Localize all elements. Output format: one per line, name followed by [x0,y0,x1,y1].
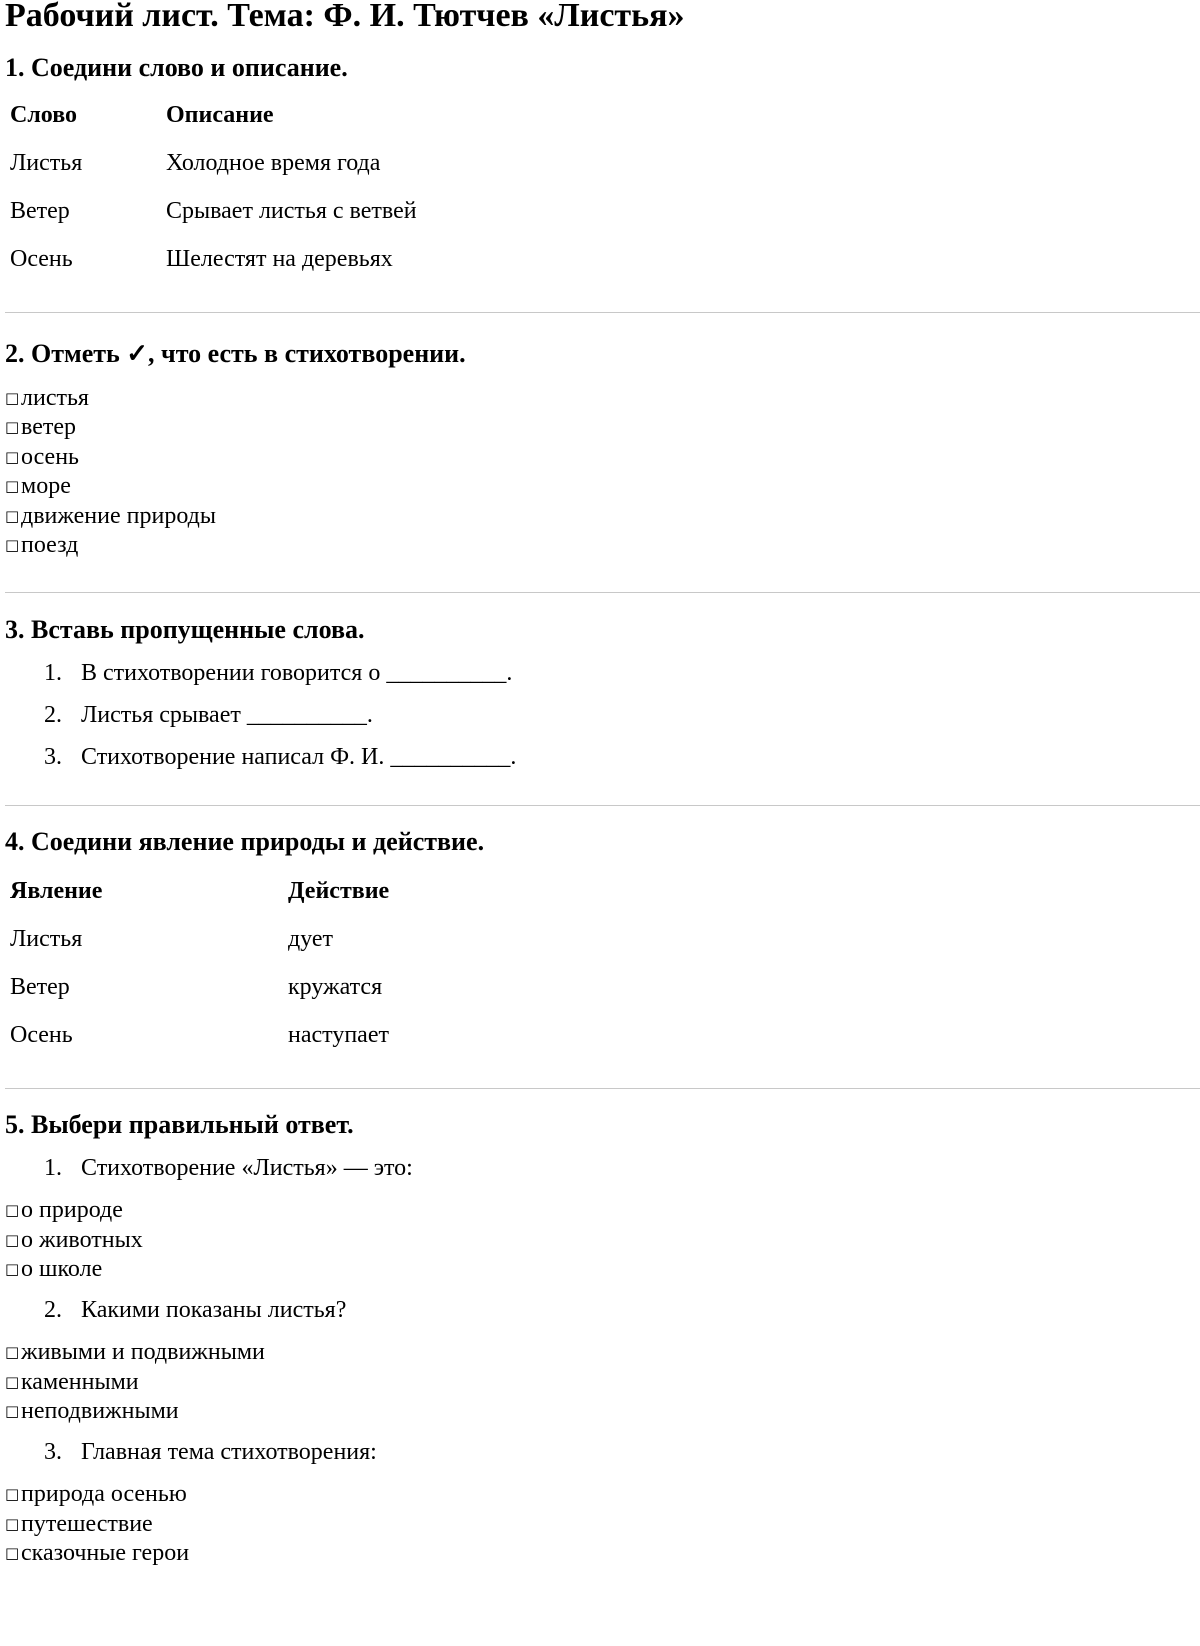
checklist-item-label: осень [21,444,79,470]
list-number: 2. [44,702,62,728]
section-1-title: 1. Соедини слово и описание. [5,53,348,82]
checklist-item[interactable] [5,442,79,472]
table-cell-description: Холодное время года [166,150,381,176]
answer-option-label: о природе [21,1197,123,1223]
table-header-description: Описание [166,102,274,128]
table-cell-description: Шелестят на деревьях [166,246,393,272]
section-divider [5,592,1200,593]
section-divider [5,312,1200,313]
checklist-item[interactable] [5,530,78,560]
list-number: 1. [44,660,62,686]
checklist-item[interactable] [5,412,76,442]
checklist-item-label: движение природы [21,503,216,529]
checkbox-icon[interactable]: □ [5,536,20,554]
table-cell-action: наступает [288,1022,389,1048]
checkbox-icon[interactable]: □ [5,389,20,407]
checklist-item[interactable] [5,383,89,413]
section-divider [5,1088,1200,1089]
answer-option-label: каменными [21,1369,139,1395]
section-5-title: 5. Выбери правильный ответ. [5,1110,354,1139]
answer-option[interactable] [5,1225,143,1255]
table-header-phenomenon: Явление [10,878,103,904]
answer-option[interactable] [5,1195,123,1225]
question-number: 2. [44,1297,62,1323]
checklist-item[interactable] [5,471,71,501]
checkbox-icon[interactable]: □ [5,1260,20,1278]
checkbox-icon[interactable]: □ [5,1402,20,1420]
fill-in-sentence: В стихотворении говорится о __________. [81,660,513,686]
section-2-title: 2. Отметь ✓, что есть в стихотворении. [5,339,466,368]
answer-option-label: природа осенью [21,1481,187,1507]
table-cell-phenomenon: Листья [10,926,83,952]
answer-option-label: о животных [21,1227,143,1253]
table-cell-description: Срывает листья с ветвей [166,198,417,224]
answer-option[interactable] [5,1509,153,1539]
checkbox-icon[interactable]: □ [5,448,20,466]
question-text: Стихотворение «Листья» — это: [81,1155,413,1181]
table-cell-action: кружатся [288,974,383,1000]
checkbox-icon[interactable]: □ [5,1544,20,1562]
question-number: 1. [44,1155,62,1181]
checklist-item-label: листья [21,385,89,411]
question-text: Главная тема стихотворения: [81,1439,377,1465]
checkbox-icon[interactable]: □ [5,507,20,525]
checkbox-icon[interactable]: □ [5,477,20,495]
answer-option[interactable] [5,1396,179,1426]
answer-option[interactable] [5,1254,102,1284]
answer-option-label: сказочные герои [21,1540,190,1566]
checkbox-icon[interactable]: □ [5,1231,20,1249]
checklist-item-label: ветер [21,414,76,440]
answer-option-label: неподвижными [21,1398,179,1424]
table-header-action: Действие [288,878,390,904]
question-text: Какими показаны листья? [81,1297,347,1323]
question-number: 3. [44,1439,62,1465]
answer-option[interactable] [5,1367,139,1397]
answer-option-label: о школе [21,1256,103,1282]
checkbox-icon[interactable]: □ [5,1485,20,1503]
page-title: Рабочий лист. Тема: Ф. И. Тютчев «Листья» [5,0,685,34]
checkbox-icon[interactable]: □ [5,1373,20,1391]
table-cell-word: Осень [10,246,73,272]
table-header-word: Слово [10,102,77,128]
checklist-item-label: море [21,473,71,499]
checkbox-icon[interactable]: □ [5,1201,20,1219]
list-number: 3. [44,744,62,770]
section-divider [5,805,1200,806]
table-cell-word: Ветер [10,198,70,224]
answer-option[interactable] [5,1479,187,1509]
table-cell-word: Листья [10,150,83,176]
fill-in-sentence: Стихотворение написал Ф. И. __________. [81,744,517,770]
checkbox-icon[interactable]: □ [5,1515,20,1533]
table-cell-phenomenon: Осень [10,1022,73,1048]
table-cell-action: дует [288,926,334,952]
section-3-title: 3. Вставь пропущенные слова. [5,615,365,644]
fill-in-sentence: Листья срывает __________. [81,702,373,728]
answer-option[interactable] [5,1337,265,1367]
checklist-item-label: поезд [21,532,79,558]
answer-option-label: путешествие [21,1511,153,1537]
checkbox-icon[interactable]: □ [5,1343,20,1361]
checkbox-icon[interactable]: □ [5,418,20,436]
answer-option-label: живыми и подвижными [21,1339,265,1365]
answer-option[interactable] [5,1538,189,1568]
section-4-title: 4. Соедини явление природы и действие. [5,827,485,856]
table-cell-phenomenon: Ветер [10,974,70,1000]
checklist-item[interactable] [5,501,216,531]
